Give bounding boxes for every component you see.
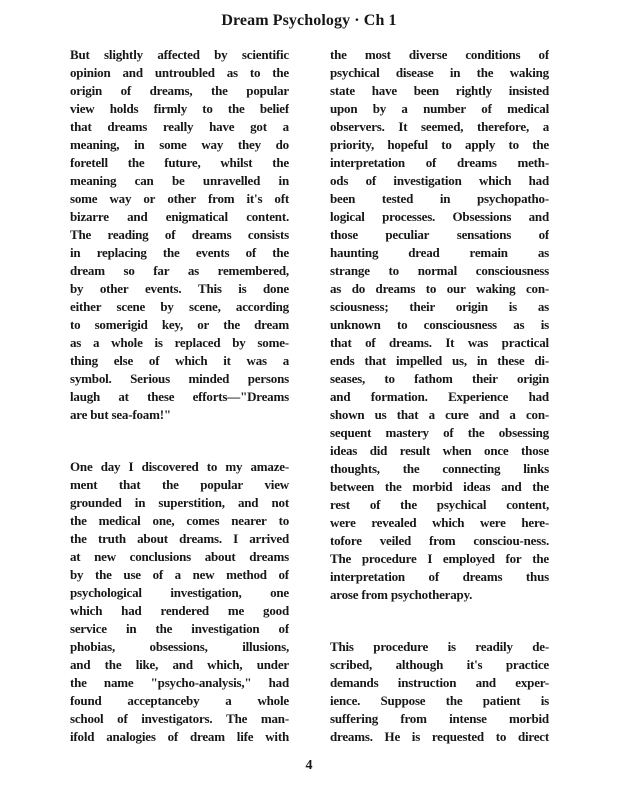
text-line: ods of investigation which had: [330, 173, 549, 188]
text-line: between the morbid ideas and the: [330, 479, 549, 494]
text-line: grounded in superstition, and not: [70, 495, 289, 510]
text-line: The reading of dreams consists: [70, 227, 289, 242]
text-line: observers. It seemed, therefore, a: [330, 119, 549, 134]
text-line: suffering from intense morbid: [330, 711, 549, 726]
text-line: service in the investigation of: [70, 621, 289, 636]
text-line: some way or other from it's oft: [70, 191, 289, 206]
text-line: state have been rightly insisted: [330, 83, 549, 98]
text-line: were revealed which were here-: [330, 515, 549, 530]
text-line: rest of the psychical content,: [330, 497, 549, 512]
text-line: ideas did result when once those: [330, 443, 549, 458]
text-line: as a whole is replaced by some-: [70, 335, 289, 350]
text-line: sequent mastery of the obsessing: [330, 425, 549, 440]
text-line: as do dreams to our waking con-: [330, 281, 549, 296]
text-line: unknown to consciousness as is: [330, 317, 549, 332]
paragraph: [330, 46, 549, 604]
page-title: Dream Psychology · Ch 1: [221, 12, 397, 29]
text-line: interpretation of dreams meth-: [330, 155, 549, 170]
text-line: in replacing the events of the: [70, 245, 289, 260]
text-line: the most diverse conditions of: [330, 47, 549, 62]
text-line: arose from psychotherapy.: [330, 587, 473, 602]
text-line: interpretation of dreams thus: [330, 569, 549, 584]
text-line: The procedure I employed for the: [330, 551, 549, 566]
text-line: foretell the future, whilst the: [70, 155, 289, 170]
text-line: ment that the popular view: [70, 477, 289, 492]
text-line: demands instruction and exper-: [330, 675, 549, 690]
text-line: meaning can be unravelled in: [70, 173, 289, 188]
text-line: strange to normal consciousness: [330, 263, 549, 278]
text-line: But slightly affected by scientific: [70, 47, 289, 62]
text-line: sciousness; their origin is as: [330, 299, 549, 314]
paragraph: [70, 46, 289, 424]
text-line: origin of dreams, the popular: [70, 83, 289, 98]
text-column-right: [330, 46, 549, 746]
text-line: meaning, in some way they do: [70, 137, 289, 152]
text-line: bizarre and enigmatical content.: [70, 209, 289, 224]
text-line: and formation. Experience had: [330, 389, 549, 404]
text-line: the truth about dreams. I arrived: [70, 531, 289, 546]
text-line: at new conclusions about dreams: [70, 549, 289, 564]
text-line: been tested in psychopatho-: [330, 191, 549, 206]
text-line: One day I discovered to my amaze-: [70, 459, 289, 474]
text-line: laugh at these efforts—"Dreams: [70, 389, 289, 404]
text-line: upon by a number of medical: [330, 101, 549, 116]
text-line: which had rendered me good: [70, 603, 289, 618]
text-line: and the like, and which, under: [70, 657, 289, 672]
text-line: either scene by scene, according: [70, 299, 289, 314]
text-line: ience. Suppose the patient is: [330, 693, 549, 708]
text-line: logical processes. Obsessions and: [330, 209, 549, 224]
text-line: by other events. This is done: [70, 281, 289, 296]
text-line: shown us that a cure and a con-: [330, 407, 549, 422]
text-line: view holds firmly to the belief: [70, 101, 289, 116]
text-line: tofore veiled from consciou-ness.: [330, 533, 549, 548]
paragraph: [70, 458, 289, 746]
text-line: seases, to fathom their origin: [330, 371, 549, 386]
text-line: that of dreams. It was practical: [330, 335, 549, 350]
text-line: the medical one, comes nearer to: [70, 513, 289, 528]
text-line: found acceptanceby a whole: [70, 693, 289, 708]
text-line: ends that impelled us, in these di-: [330, 353, 549, 368]
text-line: the name "psycho-analysis," had: [70, 675, 289, 690]
text-line: thing else of which it was a: [70, 353, 289, 368]
text-line: by the use of a new method of: [70, 567, 289, 582]
text-line: psychical disease in the waking: [330, 65, 549, 80]
text-line: are but sea-foam!": [70, 407, 171, 422]
text-line: that dreams really have got a: [70, 119, 289, 134]
text-line: school of investigators. The man-: [70, 711, 289, 726]
text-line: thoughts, the connecting links: [330, 461, 549, 476]
page-number: 4: [305, 758, 313, 773]
text-line: haunting dread remain as: [330, 245, 549, 260]
text-line: psychological investigation, one: [70, 585, 289, 600]
text-line: phobias, obsessions, illusions,: [70, 639, 289, 654]
text-line: to somerigid key, or the dream: [70, 317, 289, 332]
text-line: opinion and untroubled as to the: [70, 65, 289, 80]
text-line: symbol. Serious minded persons: [70, 371, 289, 386]
text-line: those peculiar sensations of: [330, 227, 549, 242]
text-line: scribed, although it's practice: [330, 657, 549, 672]
text-line: This procedure is readily de-: [330, 639, 549, 654]
text-line: ifold analogies of dream life with: [70, 729, 289, 744]
text-line: priority, hopeful to apply to the: [330, 137, 549, 152]
paragraph: [330, 638, 549, 746]
text-column-left: [70, 46, 289, 746]
text-line: dreams. He is requested to direct: [330, 729, 549, 744]
text-line: dream so far as remembered,: [70, 263, 289, 278]
